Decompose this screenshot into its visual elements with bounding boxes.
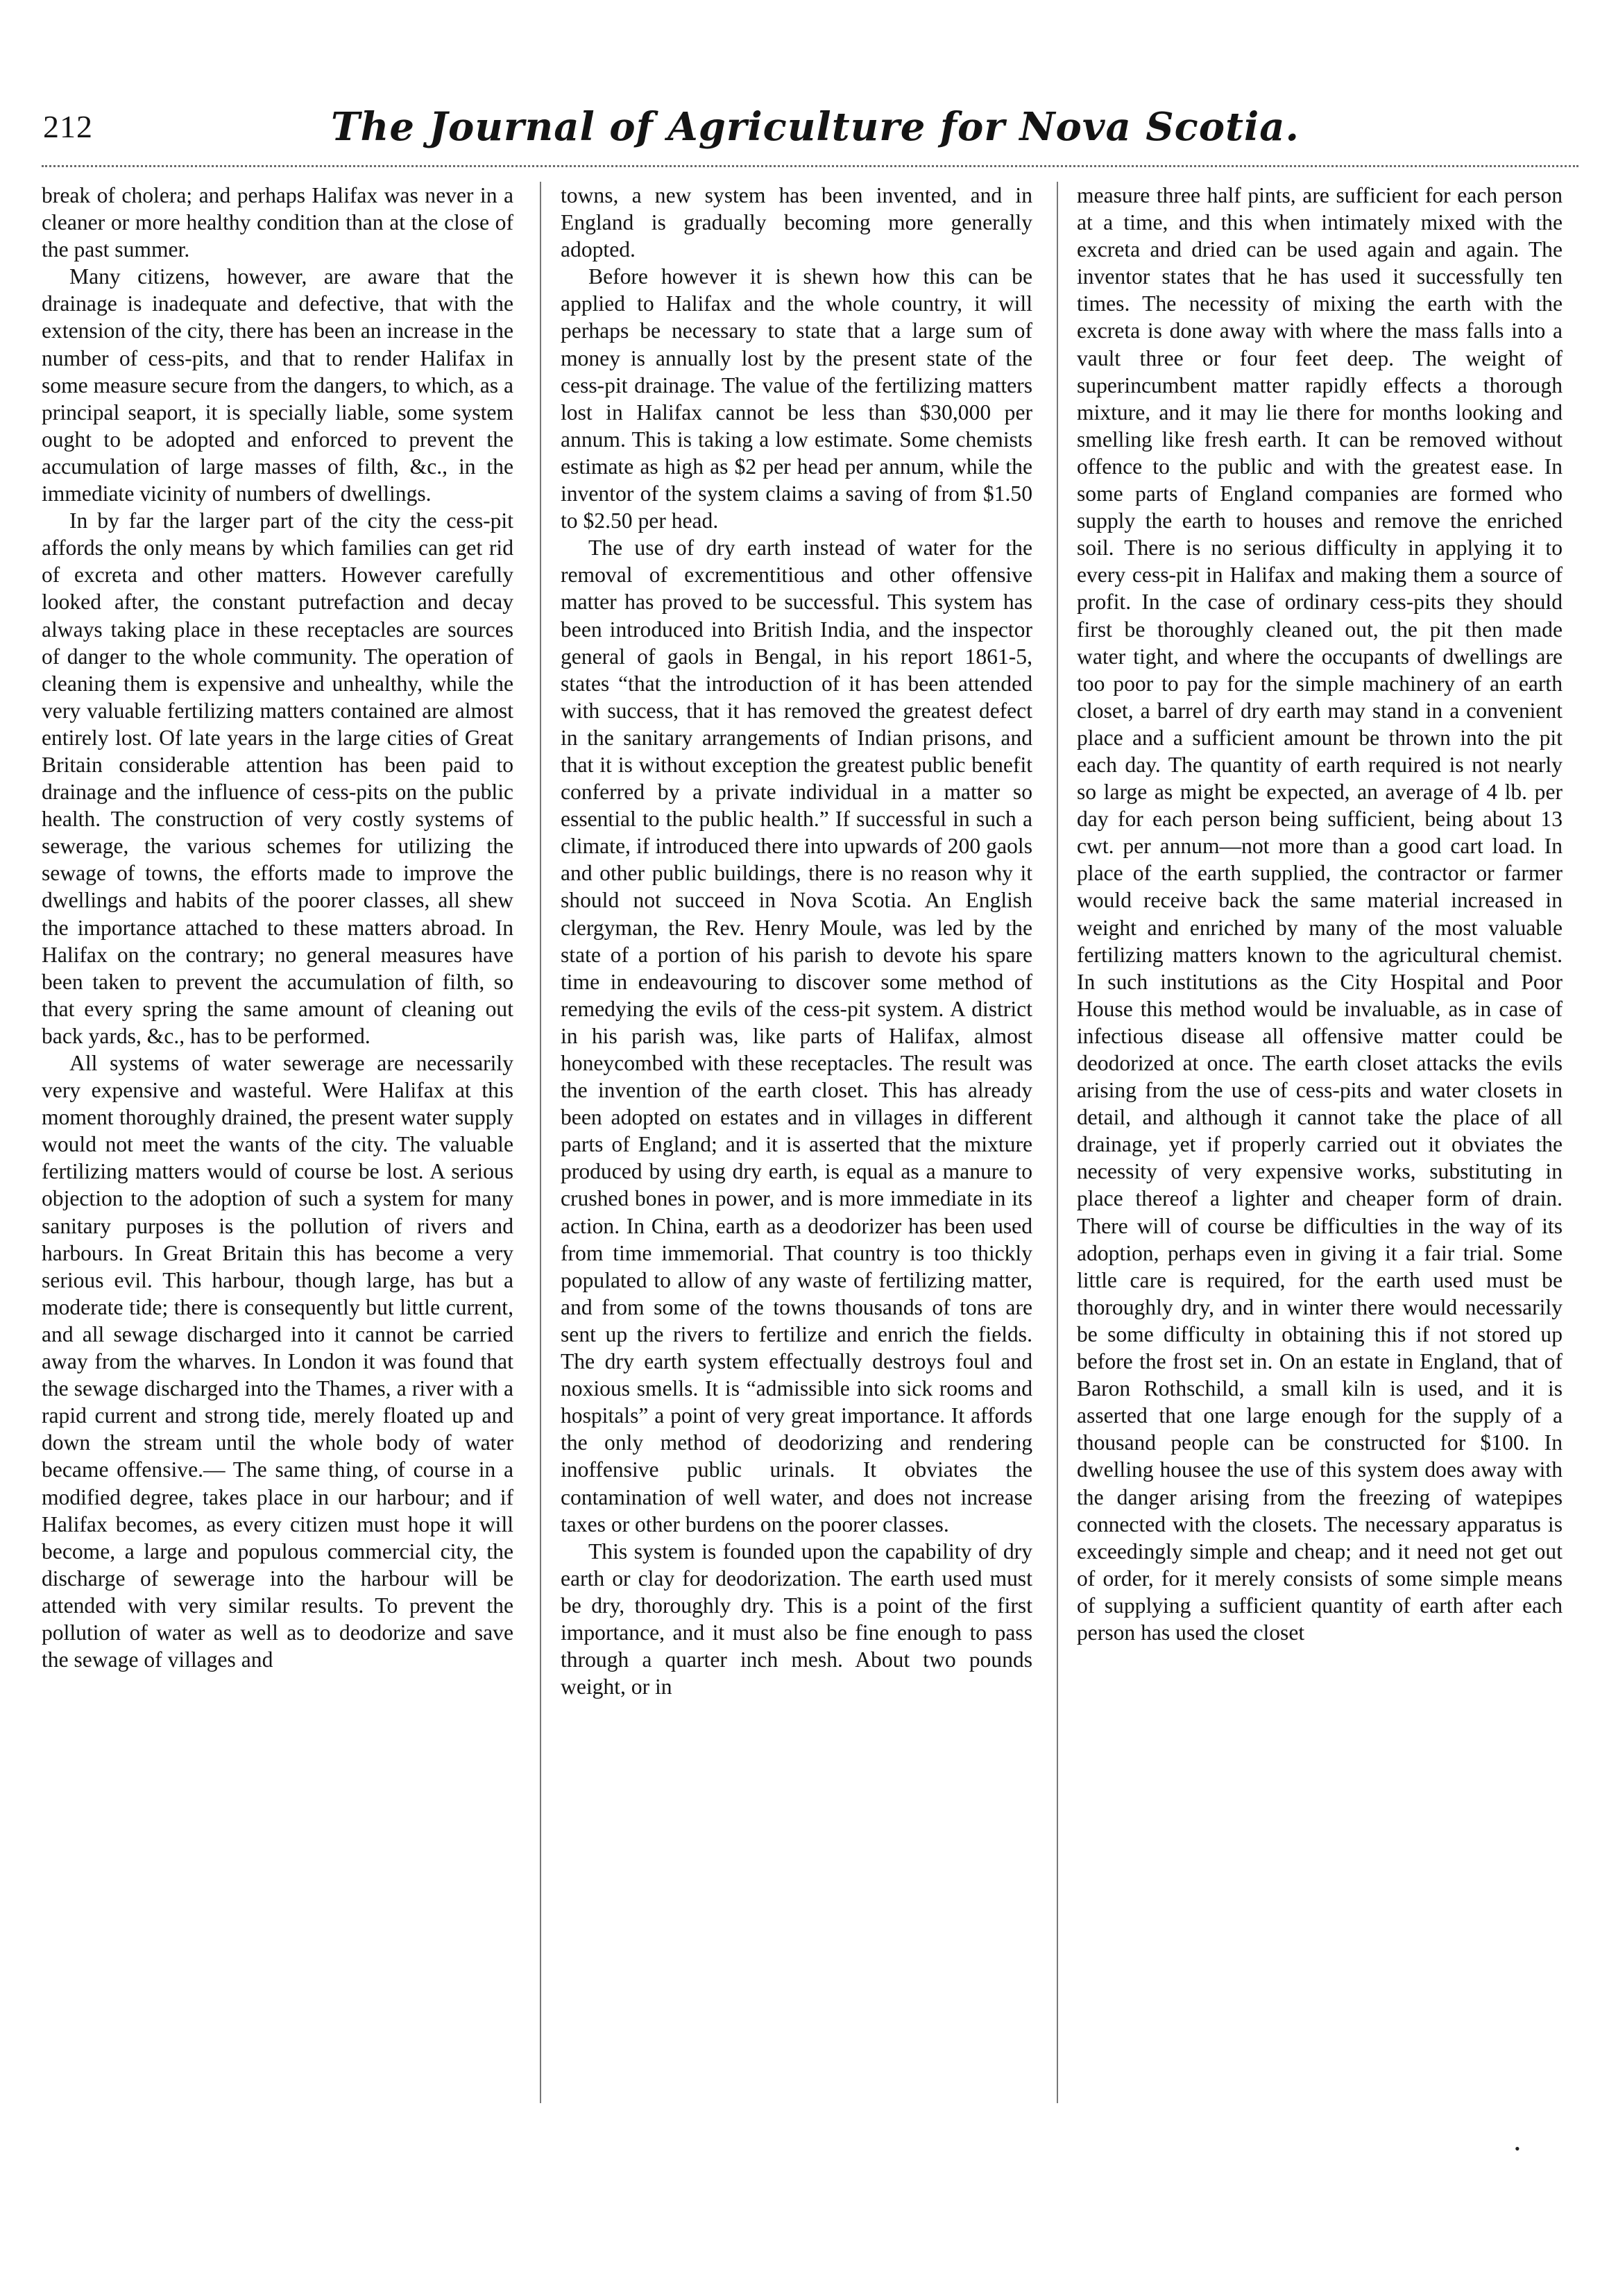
paragraph: Before however it is shewn how this can be applied to Halifax and the whole country, it will perhaps be necessary to state that a large sum of money is annually lost by the present state of the cess-pit drainage. The value of the fertilizing matters lost in Halifax cannot be less than $30,000 per annum. This is taking a low estimate. Some chemists estimate as high as $2 per head per annum, while the inventor of the system claims a saving of from $1.50 to $2.50 per head. xyxy=(561,264,1032,533)
page-header xyxy=(42,104,1589,160)
paragraph: Many citizens, however, are aware that the drainage is inadequate and defective, that with the extension of the city, there has been an increase in the number of cess-pits, and that to render Halifax in some measure secure from the dangers, to which, as a principal seaport, it is specially liable, some system ought to be adopted and enforced to prevent the accumulation of large masses of filth, &c., in the immediate vicinity of numbers of dwellings. xyxy=(42,264,513,506)
header-rule xyxy=(42,165,1578,167)
page-number: 212 xyxy=(43,109,93,144)
journal-title: The Journal of Agriculture for Nova Scotia. xyxy=(330,104,1300,150)
paragraph: This system is founded upon the capability of dry earth or clay for deodorization. The earth used must be dry, thoroughly dry. This is a point of the first importance, and it must also be fine enough to pass through a quarter inch mesh. About two pounds weight, or in xyxy=(561,1539,1032,1699)
article-body xyxy=(42,182,1585,2138)
text-column-2 xyxy=(561,182,1032,2138)
paragraph: break of cholera; and perhaps Halifax was never in a cleaner or more healthy condition than at the close of the past summer. xyxy=(42,183,513,262)
ink-speck: • xyxy=(1515,2140,1520,2157)
paragraph: In by far the larger part of the city the cess-pit affords the only means by which families can get rid of excreta and other matters. However carefully looked after, the constant putrefaction and decay always taking place in these receptacles are sources of danger to the whole community. The operation of cleaning them is expensive and unhealthy, while the very valuable fertilizing matters contained are almost entirely lost. Of late years in the large cities of Great Britain considerable attention has been paid to drainage and the influence of cess-pits on the public health. The construction of very costly systems of sewerage, the various schemes for utilizing the sewage of towns, the efforts made to improve the dwellings and habits of the poorer classes, all shew the importance attached to these matters abroad. In Halifax on the contrary; no general measures have been taken to prevent the accumulation of filth, so that every spring the same amount of cleaning out back yards, &c., has to be performed. xyxy=(42,508,513,1048)
paragraph: towns, a new system has been invented, and in England is gradually becoming more generally adopted. xyxy=(561,183,1032,262)
paragraph: All systems of water sewerage are necessarily very expensive and wasteful. Were Halifax at this moment thoroughly drained, the present water supply would not meet the wants of the city. The valuable fertilizing matters would of course be lost. A serious objection to the adoption of such a system for many sanitary purposes is the pollution of rivers and harbours. In Great Britain this has become a very serious evil. This harbour, though large, has but a moderate tide; there is consequently but little current, and all sewage discharged into it cannot be carried away from the wharves. In London it was found that the sewage discharged into the Thames, a river with a rapid current and strong tide, merely floated up and down the stream until the whole body of water became offensive.— The same thing, of course in a modified degree, takes place in our harbour; and if Halifax becomes, as every citizen must hope it will become, a large and populous commercial city, the discharge of sewerage into the harbour will be attended with very similar results. To prevent the pollution of water as well as to deodorize and save the sewage of villages and xyxy=(42,1051,513,1672)
text-column-1 xyxy=(42,182,513,2138)
text-column-3 xyxy=(1077,182,1563,2138)
paragraph: The use of dry earth instead of water for the removal of excrementitious and other offensive matter has proved to be successful. This system has been introduced into British India, and the inspector general of gaols in Bengal, in his report 1861-5, states “that the introduction of it has been attended with success, that it has removed the greatest defect in the sanitary arrangements of Indian prisons, and that it is without exception the greatest public benefit conferred by a private individual in a matter so essential to the public health.” If successful in such a climate, if introduced there into upwards of 200 gaols and other public buildings, there is no reason why it should not succeed in Nova Scotia. An English clergyman, the Rev. Henry Moule, was led by the state of a portion of his parish to devote his spare time in endeavouring to discover some method of remedying the evils of the cess-pit system. A district in his parish was, like parts of Halifax, almost honeycombed with these receptacles. The result was the invention of the earth closet. This has already been adopted on estates and in villages in different parts of England; and it is asserted that the mixture produced by using dry earth, is equal as a manure to crushed bones in power, and is more immediate in its action. In China, earth as a deodorizer has been used from time immemorial. That country is too thickly populated to allow of any waste of fertilizing matter, and from some of the towns thousands of tons are sent up the rivers to fertilize and enrich the fields. The dry earth system effectually destroys foul and noxious smells. It is “admissible into sick rooms and hospitals” a point of very great importance. It affords the only method of deodorizing and rendering inoffensive public urinals. It obviates the contamination of well water, and does not increase taxes or other burdens on the poorer classes. xyxy=(561,536,1032,1536)
paragraph: measure three half pints, are sufficient for each person at a time, and this when intimately mixed with the excreta and dried can be used again and again. The inventor states that he has used it successfully ten times. The necessity of mixing the earth with the excreta is done away with where the mass falls into a vault three or four feet deep. The weight of superincumbent matter rapidly effects a thorough mixture, and it may lie there for months looking and smelling like fresh earth. It can be removed without offence to the public and with the greatest ease. In some parts of England companies are formed who supply the earth to houses and remove the enriched soil. There is no serious difficulty in applying it to every cess-pit in Halifax and making them a source of profit. In the case of ordinary cess-pits they should first be thoroughly cleaned out, the pit then made water tight, and where the occupants of dwellings are too poor to pay for the simple machinery of an earth closet, a barrel of dry earth may stand in a convenient place and a sufficient amount be thrown into the pit each day. The quantity of earth required is not nearly so large as might be expected, an average of 4 lb. per day for each person being sufficient, being about 13 cwt. per annum—not more than a good cart load. In place of the earth supplied, the contractor or farmer would receive back the same material increased in weight and enriched by many of the most valuable fertilizing matters known to the agricultural chemist. In such institutions as the City Hospital and Poor House this method would be invaluable, as in case of infectious disease all offensive matter could be deodorized at once. The earth closet attacks the evils arising from the use of cess-pits and water closets in detail, and although it cannot take the place of all drainage, yet if properly carried out it obviates the necessity of very expensive works, substituting in place thereof a lighter and cheaper form of drain. There will of course be difficulties in the way of its adoption, perhaps even in giving it a fair trial. Some little care is required, for the earth used must be thoroughly dry, and in winter there would necessarily be some difficulty in obtaining this if not stored up before the frost set in. On an estate in England, that of Baron Rothschild, a small kiln is used, and it is asserted that one large enough for the supply of a thousand people can be constructed for $100. In dwelling housee the use of this system does away with the danger arising from the freezing of watepipes connected with the closets. The necessary apparatus is exceedingly simple and cheap; and it need not get out of order, for it merely consists of some simple means of supplying a sufficient quantity of earth after each person has used the closet xyxy=(1077,183,1563,1645)
